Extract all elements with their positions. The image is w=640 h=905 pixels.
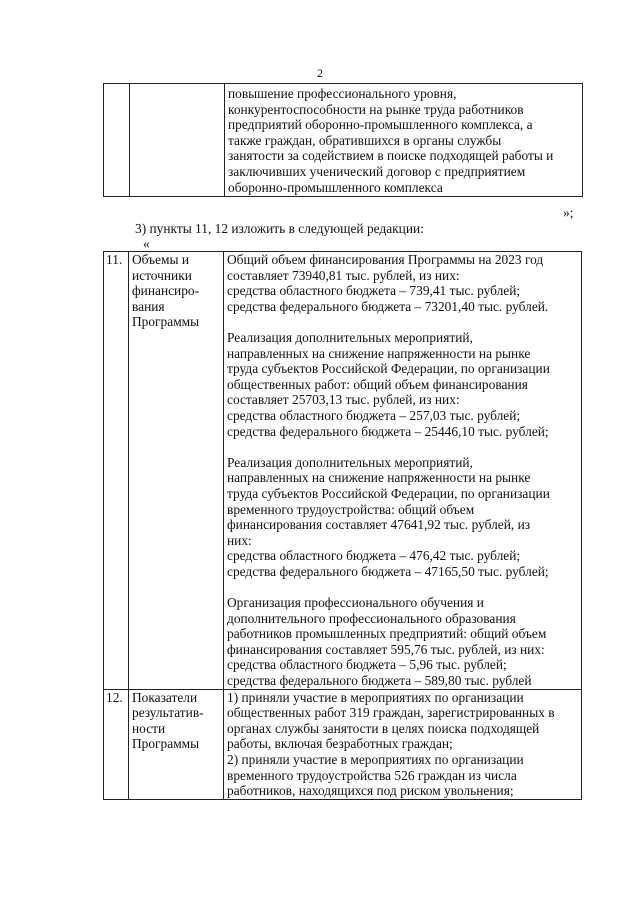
- text-line: труда субъектов Российской Федерации, по организации: [227, 361, 550, 377]
- text-line: оборонно-промышленного комплекса: [228, 179, 443, 195]
- content-cell: [225, 84, 583, 197]
- row-number: 12.: [104, 689, 129, 799]
- text-line: составляет 73940,81 тыс. рублей, из них:: [227, 267, 460, 283]
- text-line: средства федерального бюджета – 589,80 тыс. рублей: [227, 673, 532, 689]
- text-line: средства федерального бюджета – 73201,40 тыс. рублей.: [227, 298, 549, 314]
- text-line: направленных на снижение напряженности на рынке: [227, 470, 531, 486]
- row-content: [224, 252, 582, 690]
- text-line: временного трудоустройства 526 граждан из числа: [227, 767, 517, 783]
- text-line: конкурентоспособности на рынке труда работников: [228, 101, 524, 117]
- row-content: [224, 689, 582, 799]
- text-line: работников промышленных предприятий: общий объем: [227, 626, 547, 642]
- text-line: финансирования составляет 47641,92 тыс. рублей, из: [227, 517, 531, 533]
- text-line: органах службы занятости в целях поиска подходящей: [227, 720, 540, 736]
- text-line: дополнительного профессионального образования: [227, 610, 516, 626]
- text-line: Общий объем финансирования Программы на 2023 год: [227, 252, 544, 267]
- text-line: средства областного бюджета – 476,42 тыс. рублей;: [227, 548, 521, 564]
- table-row: [104, 84, 583, 197]
- text-line: работы, включая безработных граждан;: [227, 736, 453, 752]
- amendment-instruction: 3) пункты 11, 12 изложить в следующей редакции:: [135, 221, 424, 236]
- row-label: [129, 689, 224, 799]
- label-line: результатив-: [132, 705, 204, 721]
- text-line: направленных на снижение напряженности на рынке: [227, 345, 531, 361]
- text-line: средства федерального бюджета – 25446,10 тыс. рублей;: [227, 423, 549, 439]
- continued-table: [103, 83, 583, 197]
- text-line: средства областного бюджета – 257,03 тыс. рублей;: [227, 407, 521, 423]
- row-number: 11.: [104, 252, 129, 690]
- text-line: Реализация дополнительных мероприятий,: [227, 454, 473, 470]
- text-line: 2) приняли участие в мероприятиях по организации: [227, 752, 524, 767]
- text-line: средства областного бюджета – 739,41 тыс. рублей;: [227, 283, 521, 299]
- label-line: Показатели: [132, 689, 198, 705]
- label-line: вания: [132, 298, 165, 314]
- text-line: предприятий оборонно-промышленного комплекса, а: [228, 117, 533, 133]
- text-line: временного трудоустройства: общий объем: [227, 501, 475, 517]
- label-line: Программы: [132, 736, 200, 752]
- text-line: них:: [227, 532, 252, 548]
- text-line: Реализация дополнительных мероприятий,: [227, 329, 473, 345]
- text-line: занятости за содействием в поиске подходящей работы и: [228, 148, 554, 164]
- text-line: финансирования составляет 595,76 тыс. рублей, из них:: [227, 641, 545, 657]
- text-line: общественных работ 319 граждан, зарегистрированных в: [227, 705, 555, 721]
- program-table: [103, 251, 582, 800]
- text-line: заключивших ученический договор с предприятием: [228, 163, 526, 179]
- closing-quote: »;: [563, 205, 574, 220]
- page-number: 2: [317, 66, 323, 80]
- row-label: [129, 252, 224, 690]
- text-line: составляет 25703,13 тыс. рублей, из них:: [227, 392, 460, 408]
- label-line: источники: [132, 267, 192, 283]
- text-line: Организация профессионального обучения и: [227, 595, 484, 611]
- opening-quote: «: [143, 236, 150, 251]
- text-line: общественных работ: общий объем финансирования: [227, 376, 528, 392]
- text-line: труда субъектов Российской Федерации, по организации: [227, 485, 550, 501]
- text-line: средства областного бюджета – 5,96 тыс. рублей;: [227, 657, 507, 673]
- text-line: средства федерального бюджета – 47165,50 тыс. рублей;: [227, 563, 549, 579]
- table-row: [104, 252, 582, 690]
- text-line: также граждан, обратившихся в органы службы: [228, 132, 502, 148]
- text-line: 1) приняли участие в мероприятиях по организации: [227, 689, 524, 705]
- table-row: [104, 689, 582, 799]
- text-line: повышение профессионального уровня,: [228, 86, 457, 101]
- label-line: финансиро-: [132, 283, 200, 299]
- number-cell: [104, 84, 130, 197]
- label-line: Программы: [132, 314, 200, 330]
- label-cell: [130, 84, 225, 197]
- text-line: работников, находящихся под риском увольнения;: [227, 783, 514, 799]
- label-line: ности: [132, 720, 166, 736]
- label-line: Объемы и: [132, 252, 190, 267]
